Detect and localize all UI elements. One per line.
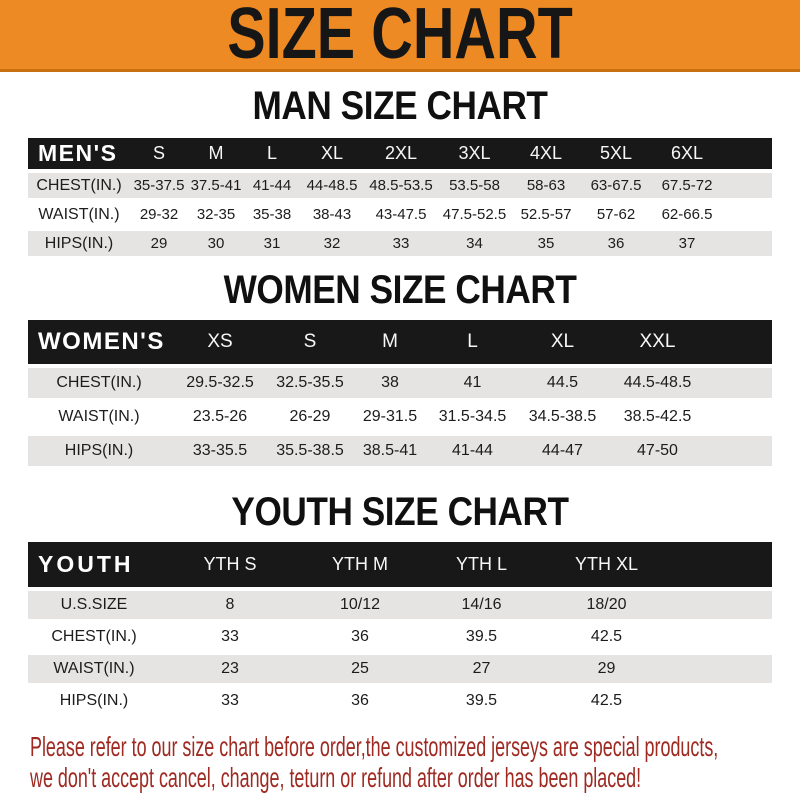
- size-value-cell: 35: [511, 231, 581, 256]
- table-row: [28, 623, 772, 651]
- men-section-heading: MAN SIZE CHART: [252, 84, 548, 128]
- size-value-cell: 37.5-41: [188, 173, 244, 198]
- note-line-1: Please refer to our size chart before order,the customized jerseys are special products,: [30, 731, 719, 762]
- size-column-header: XL: [515, 320, 610, 364]
- size-value-cell: 35-38: [244, 202, 300, 227]
- men-section: [0, 86, 800, 260]
- row-label: CHEST(IN.): [28, 623, 160, 651]
- table-header-row: [28, 542, 772, 587]
- size-value-cell: 25: [300, 655, 420, 683]
- size-value-cell: 36: [300, 623, 420, 651]
- size-value-cell: 38.5-42.5: [610, 402, 772, 432]
- size-column-header: 4XL: [511, 138, 581, 169]
- row-label: HIPS(IN.): [28, 231, 130, 256]
- size-value-cell: 41-44: [244, 173, 300, 198]
- size-value-cell: 36: [581, 231, 651, 256]
- size-value-cell: 32.5-35.5: [270, 368, 350, 398]
- size-column-header: YTH S: [160, 542, 300, 587]
- size-value-cell: 33: [160, 687, 300, 715]
- size-value-cell: 37: [651, 231, 772, 256]
- table-row: [28, 202, 772, 227]
- size-value-cell: 44.5: [515, 368, 610, 398]
- row-label: WAIST(IN.): [28, 655, 160, 683]
- size-value-cell: 29-31.5: [350, 402, 430, 432]
- size-value-cell: 42.5: [543, 687, 772, 715]
- table-corner-label: MEN'S: [28, 138, 130, 169]
- size-value-cell: 41: [430, 368, 515, 398]
- size-column-header: S: [130, 138, 188, 169]
- table-row: [28, 436, 772, 466]
- size-value-cell: 33: [160, 623, 300, 651]
- size-value-cell: 27: [420, 655, 543, 683]
- size-value-cell: 18/20: [543, 591, 772, 619]
- size-value-cell: 31.5-34.5: [430, 402, 515, 432]
- size-column-header: S: [270, 320, 350, 364]
- size-value-cell: 32: [300, 231, 364, 256]
- size-value-cell: 36: [300, 687, 420, 715]
- size-value-cell: 58-63: [511, 173, 581, 198]
- table-corner-label: YOUTH: [28, 542, 160, 587]
- size-value-cell: 39.5: [420, 687, 543, 715]
- row-label: HIPS(IN.): [28, 687, 160, 715]
- size-column-header: XXL: [610, 320, 772, 364]
- size-value-cell: 47-50: [610, 436, 772, 466]
- size-value-cell: 67.5-72: [651, 173, 772, 198]
- women-section: [0, 270, 800, 470]
- size-column-header: 2XL: [364, 138, 438, 169]
- table-row: [28, 591, 772, 619]
- size-value-cell: 62-66.5: [651, 202, 772, 227]
- note-line-2: we don't accept cancel, change, teturn or refund after order has been placed!: [30, 762, 642, 793]
- table-row: [28, 655, 772, 683]
- size-value-cell: 63-67.5: [581, 173, 651, 198]
- men-size-table: [28, 134, 772, 260]
- size-value-cell: 26-29: [270, 402, 350, 432]
- size-value-cell: 10/12: [300, 591, 420, 619]
- size-value-cell: 23: [160, 655, 300, 683]
- row-label: CHEST(IN.): [28, 173, 130, 198]
- table-row: [28, 687, 772, 715]
- size-value-cell: 35-37.5: [130, 173, 188, 198]
- table-corner-label: WOMEN'S: [28, 320, 170, 364]
- size-value-cell: 39.5: [420, 623, 543, 651]
- size-column-header: YTH L: [420, 542, 543, 587]
- size-value-cell: 29: [543, 655, 772, 683]
- size-value-cell: 52.5-57: [511, 202, 581, 227]
- size-value-cell: 34: [438, 231, 511, 256]
- size-value-cell: 44.5-48.5: [610, 368, 772, 398]
- size-column-header: M: [350, 320, 430, 364]
- size-value-cell: 29: [130, 231, 188, 256]
- size-value-cell: 41-44: [430, 436, 515, 466]
- size-column-header: XS: [170, 320, 270, 364]
- size-value-cell: 14/16: [420, 591, 543, 619]
- size-value-cell: 8: [160, 591, 300, 619]
- size-column-header: 3XL: [438, 138, 511, 169]
- footer-note: [30, 731, 800, 793]
- size-value-cell: 53.5-58: [438, 173, 511, 198]
- women-section-heading: WOMEN SIZE CHART: [223, 268, 577, 312]
- size-value-cell: 29-32: [130, 202, 188, 227]
- size-column-header: XL: [300, 138, 364, 169]
- size-column-header: M: [188, 138, 244, 169]
- size-value-cell: 44-47: [515, 436, 610, 466]
- size-column-header: YTH XL: [543, 542, 772, 587]
- size-column-header: L: [430, 320, 515, 364]
- size-column-header: 6XL: [651, 138, 772, 169]
- row-label: WAIST(IN.): [28, 202, 130, 227]
- size-value-cell: 44-48.5: [300, 173, 364, 198]
- size-column-header: L: [244, 138, 300, 169]
- table-row: [28, 402, 772, 432]
- size-value-cell: 48.5-53.5: [364, 173, 438, 198]
- size-value-cell: 42.5: [543, 623, 772, 651]
- size-column-header: 5XL: [581, 138, 651, 169]
- size-column-header: YTH M: [300, 542, 420, 587]
- size-value-cell: 38-43: [300, 202, 364, 227]
- size-value-cell: 33-35.5: [170, 436, 270, 466]
- size-value-cell: 38.5-41: [350, 436, 430, 466]
- table-header-row: [28, 138, 772, 169]
- size-value-cell: 34.5-38.5: [515, 402, 610, 432]
- youth-size-table: [28, 538, 772, 719]
- women-size-table: [28, 316, 772, 470]
- size-value-cell: 30: [188, 231, 244, 256]
- size-value-cell: 31: [244, 231, 300, 256]
- row-label: U.S.SIZE: [28, 591, 160, 619]
- banner: [0, 0, 800, 72]
- size-value-cell: 32-35: [188, 202, 244, 227]
- table-row: [28, 368, 772, 398]
- banner-title: SIZE CHART: [227, 0, 573, 74]
- size-value-cell: 23.5-26: [170, 402, 270, 432]
- row-label: WAIST(IN.): [28, 402, 170, 432]
- size-value-cell: 57-62: [581, 202, 651, 227]
- row-label: HIPS(IN.): [28, 436, 170, 466]
- table-row: [28, 231, 772, 256]
- youth-section-heading: YOUTH SIZE CHART: [231, 490, 569, 534]
- size-value-cell: 43-47.5: [364, 202, 438, 227]
- table-row: [28, 173, 772, 198]
- table-header-row: [28, 320, 772, 364]
- size-value-cell: 33: [364, 231, 438, 256]
- size-value-cell: 47.5-52.5: [438, 202, 511, 227]
- row-label: CHEST(IN.): [28, 368, 170, 398]
- size-value-cell: 29.5-32.5: [170, 368, 270, 398]
- youth-section: [0, 492, 800, 719]
- size-value-cell: 38: [350, 368, 430, 398]
- size-value-cell: 35.5-38.5: [270, 436, 350, 466]
